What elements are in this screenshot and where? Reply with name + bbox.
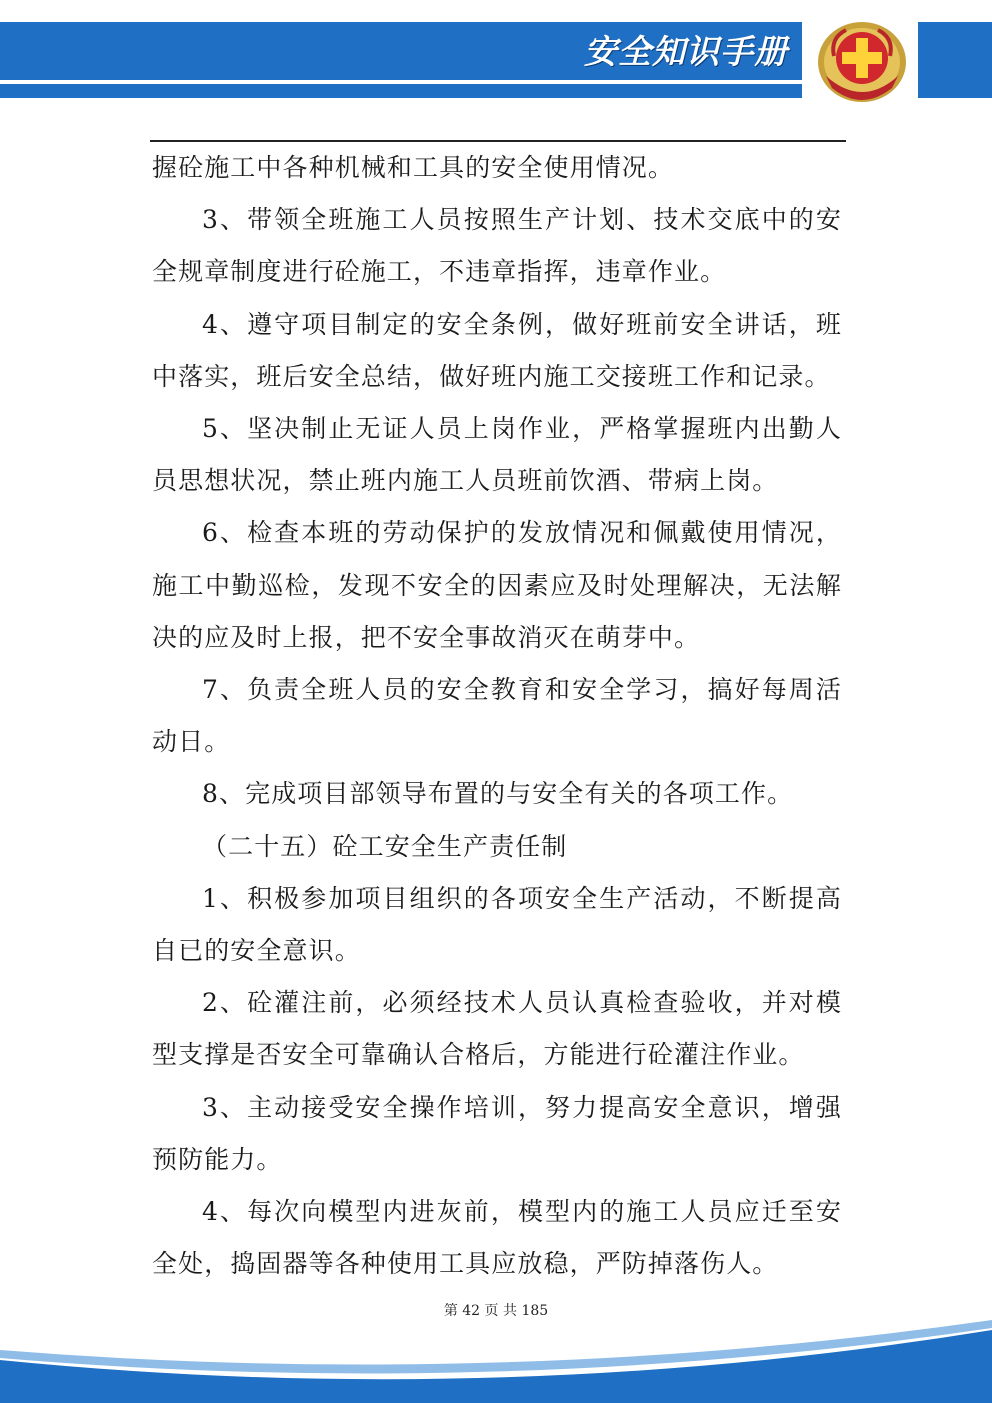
footer-swoosh bbox=[0, 1320, 992, 1403]
paragraph: 7、负责全班人员的安全教育和安全学习，搞好每周活动日。 bbox=[152, 675, 842, 757]
document-body bbox=[152, 142, 842, 1290]
paragraph: 2、砼灌注前，必须经技术人员认真检查验收，并对模型支撑是否安全可靠确认合格后，方能进行砼灌注作业。 bbox=[152, 988, 842, 1070]
paragraph: 6、检查本班的劳动保护的发放情况和佩戴使用情况，施工中勤巡检，发现不安全的因素应及时处理解决，无法解决的应及时上报，把不安全事故消灭在萌芽中。 bbox=[152, 518, 842, 652]
safety-cross-emblem-icon bbox=[812, 16, 912, 106]
paragraph: 4、每次向模型内进灰前，模型内的施工人员应迁至安全处，捣固器等各种使用工具应放稳，严防掉落伤人。 bbox=[152, 1197, 842, 1279]
paragraph: 3、带领全班施工人员按照生产计划、技术交底中的安全规章制度进行砼施工，不违章指挥，违章作业。 bbox=[152, 205, 842, 287]
header-right-block bbox=[918, 22, 992, 98]
page-number: 第 42 页 共 185 bbox=[443, 1303, 549, 1319]
header-stripe bbox=[0, 84, 802, 98]
paragraph: 1、积极参加项目组织的各项安全生产活动，不断提高自已的安全意识。 bbox=[152, 883, 842, 966]
header-title: 安全知识手册 bbox=[584, 32, 788, 71]
paragraph: 8、完成项目部领导布置的与安全有关的各项工作。 bbox=[202, 779, 794, 809]
paragraph: 握砼施工中各种机械和工具的安全使用情况。 bbox=[152, 153, 675, 182]
paragraph: 4、遵守项目制定的安全条例，做好班前安全讲话，班中落实，班后安全总结，做好班内施工交接班工作和记录。 bbox=[152, 309, 842, 391]
paragraph: 5、坚决制止无证人员上岗作业，严格掌握班内出勤人员思想状况，禁止班内施工人员班前饮酒、带病上岗。 bbox=[152, 414, 842, 496]
paragraph: 3、主动接受安全操作培训，努力提高安全意识，增强预防能力。 bbox=[152, 1092, 842, 1174]
section-heading: （二十五）砼工安全生产责任制 bbox=[202, 831, 568, 861]
